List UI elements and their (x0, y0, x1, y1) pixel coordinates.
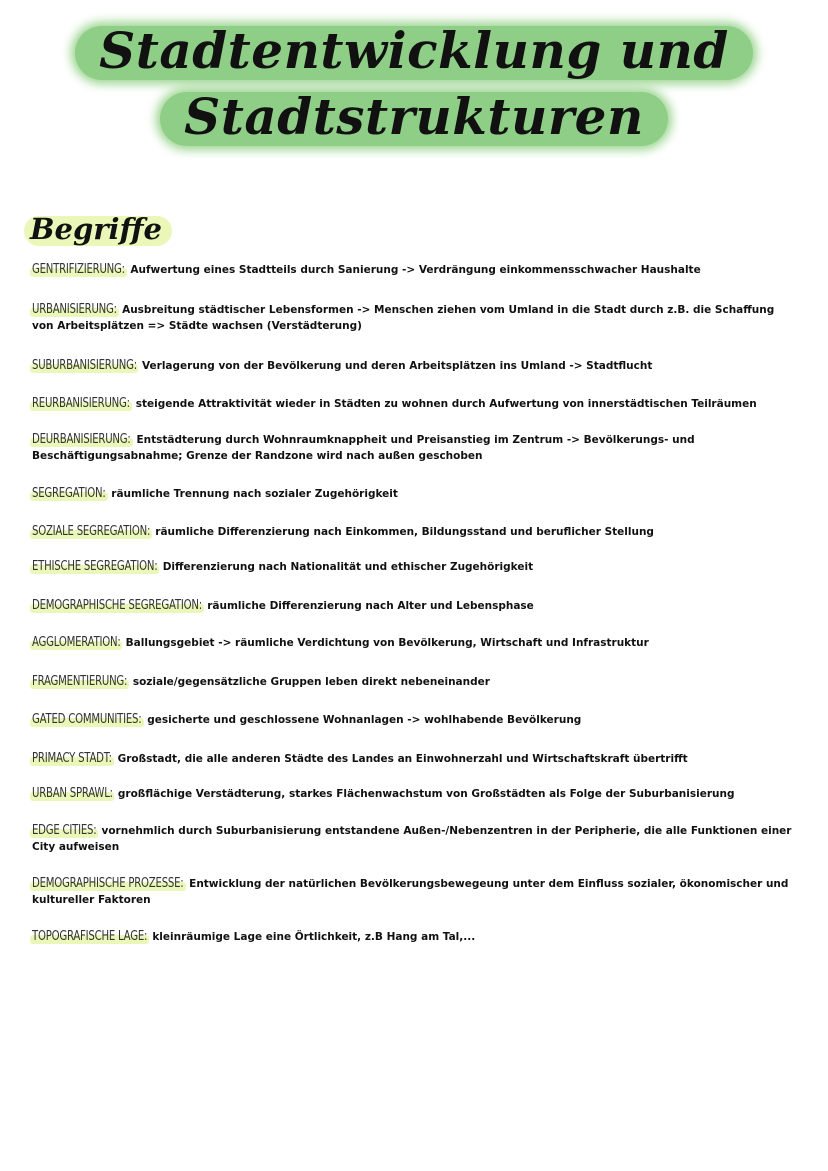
list-item (32, 823, 792, 855)
list-item (32, 598, 792, 614)
term: DEMOGRAPHISCHE SEGREGATION: (32, 598, 202, 613)
term: GENTRIFIZIERUNG: (32, 262, 125, 277)
term: SOZIALE SEGREGATION: (32, 524, 151, 539)
definition: steigende Attraktivität wieder in Städten zu wohnen durch Aufwertung von innerstädtischen Teilräumen (135, 398, 757, 410)
list-item (32, 432, 792, 464)
definition: Großstadt, die alle anderen Städte des Landes an Einwohnerzahl und Wirtschaftskraft übertrifft (117, 753, 688, 765)
definition: räumliche Differenzierung nach Einkommen, Bildungsstand und beruflicher Stellung (155, 526, 654, 538)
term: ETHISCHE SEGREGATION: (32, 559, 158, 574)
term: DEURBANISIERUNG: (32, 432, 131, 447)
term: SUBURBANISIERUNG: (32, 358, 137, 373)
definition: räumliche Trennung nach sozialer Zugehörigkeit (111, 488, 398, 500)
definition: vornehmlich durch Suburbanisierung entstandene Außen-/Nebenzentren in der Peripherie, die alle Funktionen einer City aufweisen (32, 825, 792, 853)
list-item (32, 559, 792, 575)
definition: Entstädterung durch Wohnraumknappheit und Preisanstieg im Zentrum -> Bevölkerungs- und Beschäftigungsabnahme; Grenze der Randzone wird nach außen geschoben (32, 434, 695, 462)
definition: Aufwertung eines Stadtteils durch Sanierung -> Verdrängung einkommensschwacher Haushalte (130, 264, 701, 276)
definition: großflächige Verstädterung, starkes Flächenwachstum von Großstädten als Folge der Suburbanisierung (117, 788, 735, 800)
term: SEGREGATION: (32, 486, 106, 501)
term: AGGLOMERATION: (32, 635, 121, 650)
definition: Verlagerung von der Bevölkerung und deren Arbeitsplätzen ins Umland -> Stadtflucht (141, 360, 653, 372)
list-item (32, 751, 792, 767)
definition: soziale/gegensätzliche Gruppen leben direkt nebeneinander (132, 676, 490, 688)
term: URBAN SPRAWL: (32, 786, 113, 801)
term: FRAGMENTIERUNG: (32, 674, 128, 689)
title-line-2: Stadtstrukturen (160, 84, 668, 150)
definition: gesicherte und geschlossene Wohnanlagen -> wohlhabende Bevölkerung (147, 714, 582, 726)
definition: räumliche Differenzierung nach Alter und Lebensphase (207, 600, 534, 612)
term: PRIMACY STADT: (32, 751, 112, 766)
section-heading: Begriffe (30, 212, 162, 246)
definition: Differenzierung nach Nationalität und ethischer Zugehörigkeit (162, 561, 534, 573)
title-line-1: Stadtentwicklung und (75, 18, 753, 84)
definition: Ballungsgebiet -> räumliche Verdichtung von Bevölkerung, Wirtschaft und Infrastruktur (125, 637, 649, 649)
page-title (0, 18, 828, 150)
list-item (32, 486, 792, 502)
list-item (32, 876, 792, 908)
definition: Ausbreitung städtischer Lebensformen -> Menschen ziehen vom Umland in die Stadt durch z.B. die Schaffung von Arbeitsplätzen => Städte wachsen (Verstädterung) (32, 304, 775, 332)
term: GATED COMMUNITIES: (32, 712, 142, 727)
definition: kleinräumige Lage eine Örtlichkeit, z.B Hang am Tal,... (152, 931, 476, 943)
list-item (32, 674, 792, 690)
list-item (32, 929, 792, 945)
term: DEMOGRAPHISCHE PROZESSE: (32, 876, 184, 891)
list-item (32, 786, 792, 802)
term: URBANISIERUNG: (32, 302, 117, 317)
list-item (32, 396, 792, 412)
term: EDGE CITIES: (32, 823, 97, 838)
list-item (32, 524, 792, 540)
list-item (32, 262, 792, 278)
list-item (32, 712, 792, 728)
term: REURBANISIERUNG: (32, 396, 130, 411)
list-item (32, 358, 792, 374)
list-item (32, 302, 792, 334)
term: TOPOGRAFISCHE LAGE: (32, 929, 148, 944)
list-item (32, 635, 792, 651)
definition: Entwicklung der natürlichen Bevölkerungsbewegeung unter dem Einfluss sozialer, ökonomischer und kultureller Faktoren (32, 878, 789, 906)
